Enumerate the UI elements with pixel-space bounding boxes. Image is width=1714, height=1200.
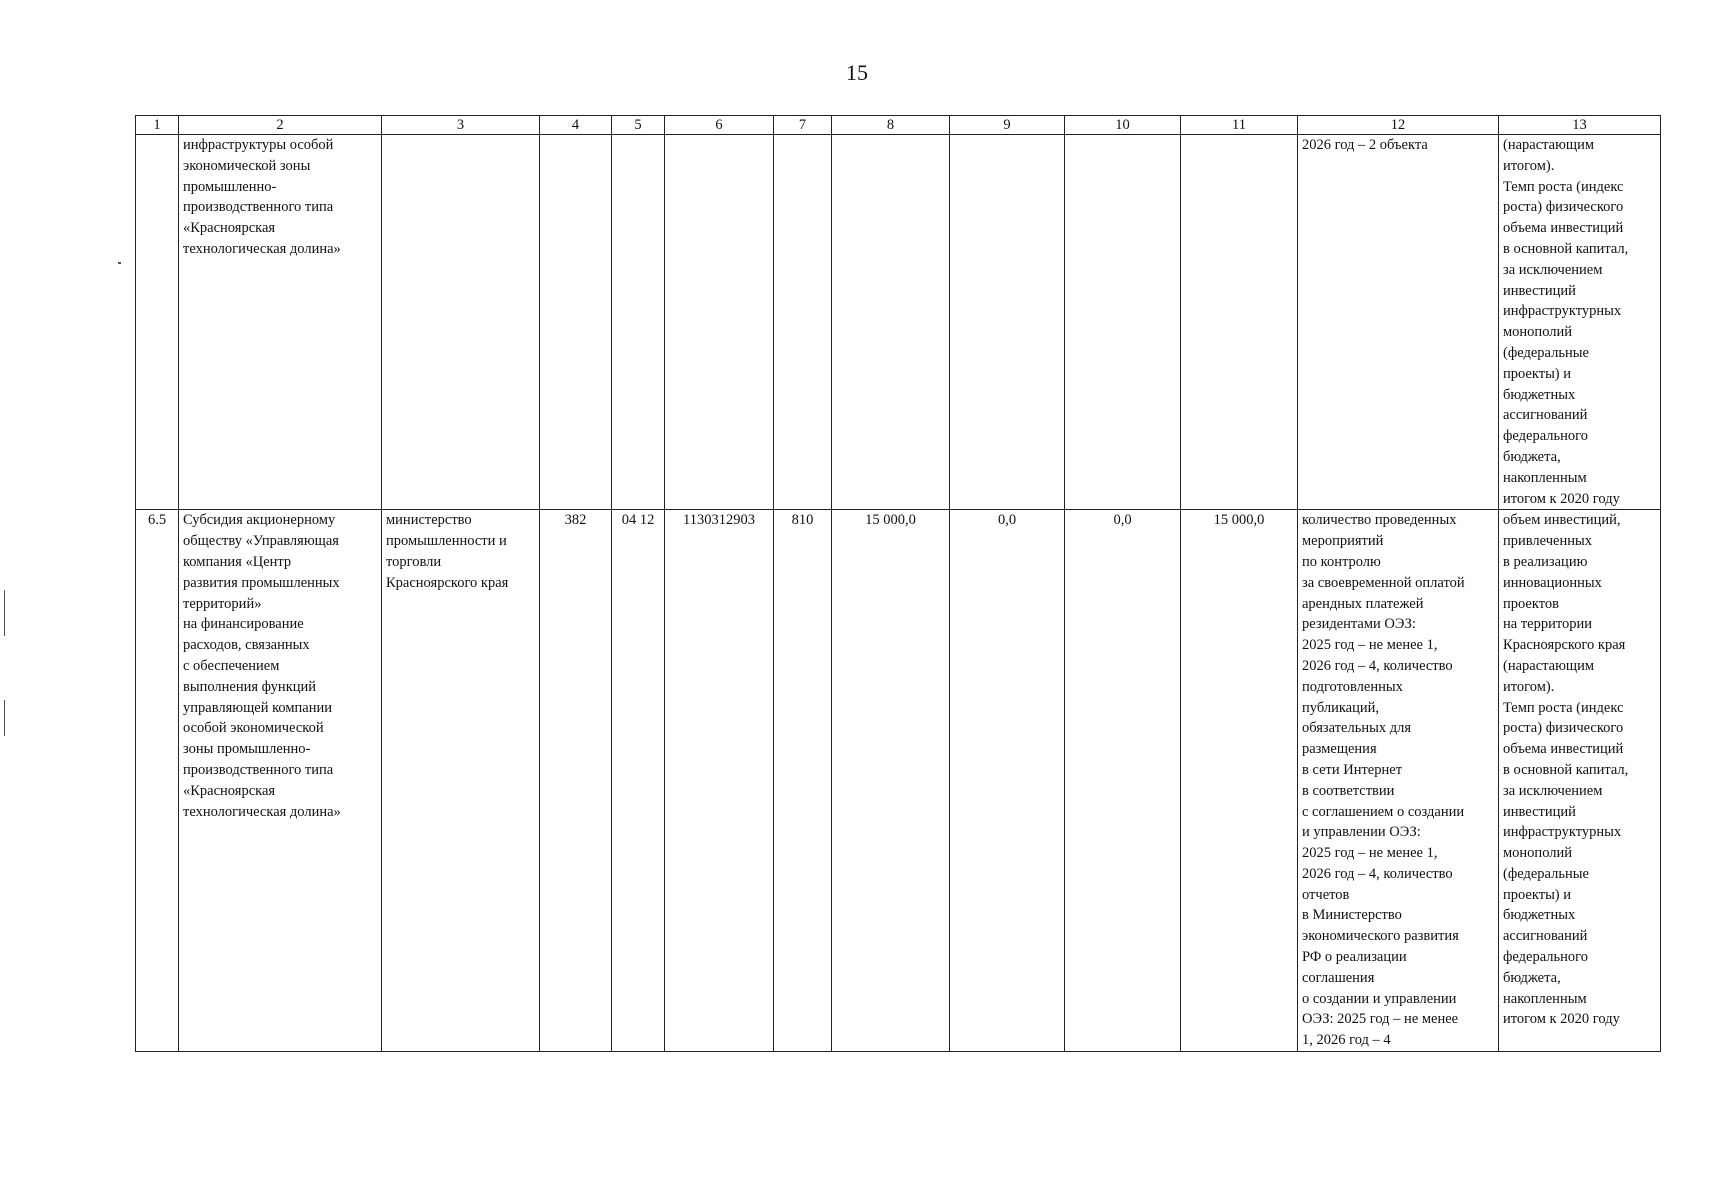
amount-cell: 0,0 — [1065, 510, 1181, 1052]
grbs-code-cell — [540, 135, 612, 510]
column-header: 6 — [665, 116, 774, 135]
column-header: 5 — [612, 116, 665, 135]
column-number-row — [136, 116, 1661, 135]
column-header: 9 — [950, 116, 1065, 135]
executor-cell — [382, 135, 540, 510]
target-article-cell: 1130312903 — [665, 510, 774, 1052]
amount-cell — [832, 135, 950, 510]
row-number-cell — [136, 135, 179, 510]
column-header: 10 — [1065, 116, 1181, 135]
grbs-code-cell: 382 — [540, 510, 612, 1052]
amount-cell — [950, 135, 1065, 510]
amount-cell: 15 000,0 — [832, 510, 950, 1052]
column-header: 7 — [774, 116, 832, 135]
section-code-cell — [612, 135, 665, 510]
total-amount-cell: 15 000,0 — [1181, 510, 1298, 1052]
table-row — [136, 510, 1661, 1052]
expected-result-cell: количество проведенных мероприятий по контролю за своевременной оплатой арендных платежей резидентами ОЭЗ: 2025 год – не менее 1, 2026 год – 4, количество подготовленных публикаций, обязательных для размещения в сети Интернет в соответствии с соглашением о создании и управлении ОЭЗ: 2025 год – не менее 1, 2026 год – 4, количество отчетов в Министерство экономического развития РФ о реализации соглашения о создании и управлении ОЭЗ: 2025 год – не менее 1, 2026 год – 4 — [1298, 510, 1499, 1052]
target-article-cell — [665, 135, 774, 510]
column-header: 3 — [382, 116, 540, 135]
event-name-cell: инфраструктуры особой экономической зоны промышленно- производственного типа «Красноярская технологическая долина» — [179, 135, 382, 510]
scan-mark — [4, 700, 5, 736]
expense-type-cell — [774, 135, 832, 510]
table-row — [136, 135, 1661, 510]
column-header: 8 — [832, 116, 950, 135]
column-header: 1 — [136, 116, 179, 135]
scan-mark — [118, 262, 121, 264]
event-name-cell: Субсидия акционерному обществу «Управляющая компания «Центр развития промышленных территорий» на финансирование расходов, связанных с обеспечением выполнения функций управляющей компании особой экономической зоны промышленно- производственного типа «Красноярская технологическая долина» — [179, 510, 382, 1052]
row-number-cell: 6.5 — [136, 510, 179, 1052]
column-header: 13 — [1499, 116, 1661, 135]
page-number: 15 — [846, 60, 868, 85]
amount-cell: 0,0 — [950, 510, 1065, 1052]
section-code-cell: 04 12 — [612, 510, 665, 1052]
column-header: 12 — [1298, 116, 1499, 135]
column-header: 2 — [179, 116, 382, 135]
program-table — [135, 115, 1661, 1052]
column-header: 11 — [1181, 116, 1298, 135]
executor-cell: министерство промышленности и торговли Красноярского края — [382, 510, 540, 1052]
expense-type-cell: 810 — [774, 510, 832, 1052]
amount-cell — [1065, 135, 1181, 510]
expected-result-cell: 2026 год – 2 объекта — [1298, 135, 1499, 510]
indicator-cell: объем инвестиций, привлеченных в реализацию инновационных проектов на территории Красноярского края (нарастающим итогом). Темп роста (индекс роста) физического объема инвестиций в основной капитал, за исключением инвестиций инфраструктурных монополий (федеральные проекты) и бюджетных ассигнований федерального бюджета, накопленным итогом к 2020 году — [1499, 510, 1661, 1052]
column-header: 4 — [540, 116, 612, 135]
scan-mark — [4, 590, 5, 636]
indicator-cell: (нарастающим итогом). Темп роста (индекс роста) физического объема инвестиций в основной капитал, за исключением инвестиций инфраструктурных монополий (федеральные проекты) и бюджетных ассигнований федерального бюджета, накопленным итогом к 2020 году — [1499, 135, 1661, 510]
total-amount-cell — [1181, 135, 1298, 510]
